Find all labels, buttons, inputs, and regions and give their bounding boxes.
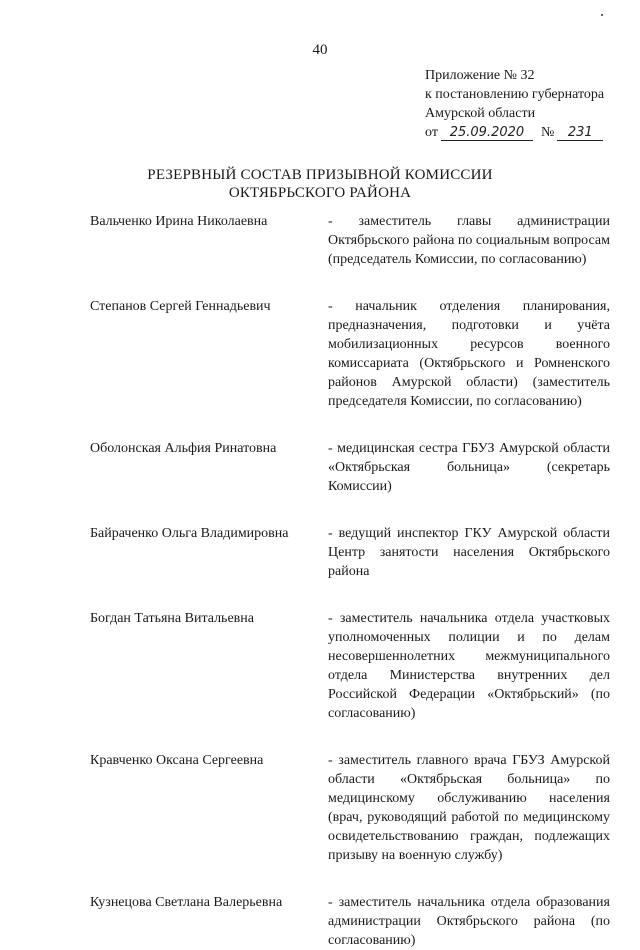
member-row xyxy=(90,439,610,496)
member-name: Оболонская Альфия Ринатовна xyxy=(90,441,277,456)
member-name: Кузнецова Светлана Валерьевна xyxy=(90,895,283,910)
date-prefix: от xyxy=(425,125,438,140)
title-line-2: ОКТЯБРЬСКОГО РАЙОНА xyxy=(228,185,412,201)
member-role: - медицинская сестра ГБУЗ Амурской области «Октябрьская больница» (секретарь Комиссии) xyxy=(328,441,610,494)
member-role: - заместитель начальника отдела участковых уполномоченных полиции и по делам несовершеннолетних межмуниципального отдела Министерства внутренних дел Российской Федерации «Октябрьский» (по согласованию) xyxy=(328,611,610,721)
page-number: 40 xyxy=(312,42,328,58)
number-prefix: № xyxy=(540,125,555,140)
title-line-1: РЕЗЕРВНЫЙ СОСТАВ ПРИЗЫВНОЙ КОМИССИИ xyxy=(147,167,493,183)
member-name: Вальченко Ирина Николаевна xyxy=(90,214,268,229)
member-role: - заместитель начальника отдела образования администрации Октябрьского района (по согласованию) xyxy=(328,895,610,948)
appendix-block xyxy=(425,66,604,142)
members-list xyxy=(90,212,610,950)
member-role: - ведущий инспектор ГКУ Амурской области Центр занятости населения Октябрьского района xyxy=(328,526,610,579)
appendix-line-1: Приложение № 32 xyxy=(425,68,535,83)
member-row xyxy=(90,751,610,865)
member-row xyxy=(90,524,610,581)
member-role: - заместитель главы администрации Октябрьского района по социальным вопросам (председатель Комиссии, по согласованию) xyxy=(328,214,610,267)
member-row xyxy=(90,212,610,269)
member-name: Богдан Татьяна Витальевна xyxy=(90,611,254,626)
member-name: Байраченко Ольга Владимировна xyxy=(90,526,289,541)
member-row xyxy=(90,893,610,950)
handwritten-number: 231 xyxy=(557,126,603,141)
handwritten-date: 25.09.2020 xyxy=(441,126,533,141)
scan-speck xyxy=(601,14,603,16)
appendix-line-2: к постановлению губернатора xyxy=(425,87,605,102)
member-row xyxy=(90,609,610,723)
member-name: Степанов Сергей Геннадьевич xyxy=(90,299,271,314)
member-role: - начальник отделения планирования, предназначения, подготовки и учёта мобилизационных ресурсов военного комиссариата (Октябрьского и Ромненского районов Амурской области) (заместитель председателя Комиссии, по согласованию) xyxy=(328,299,610,409)
appendix-date-line xyxy=(425,123,604,142)
member-row xyxy=(90,297,610,411)
member-role: - заместитель главного врача ГБУЗ Амурской области «Октябрьская больница» по медицинскому обслуживанию населения (врач, руководящий работой по медицинскому освидетельствованию граждан, подлежащих призыву на военную службу) xyxy=(328,753,610,863)
appendix-line-3: Амурской области xyxy=(425,106,536,121)
member-name: Кравченко Оксана Сергеевна xyxy=(90,753,264,768)
document-title xyxy=(0,166,640,202)
